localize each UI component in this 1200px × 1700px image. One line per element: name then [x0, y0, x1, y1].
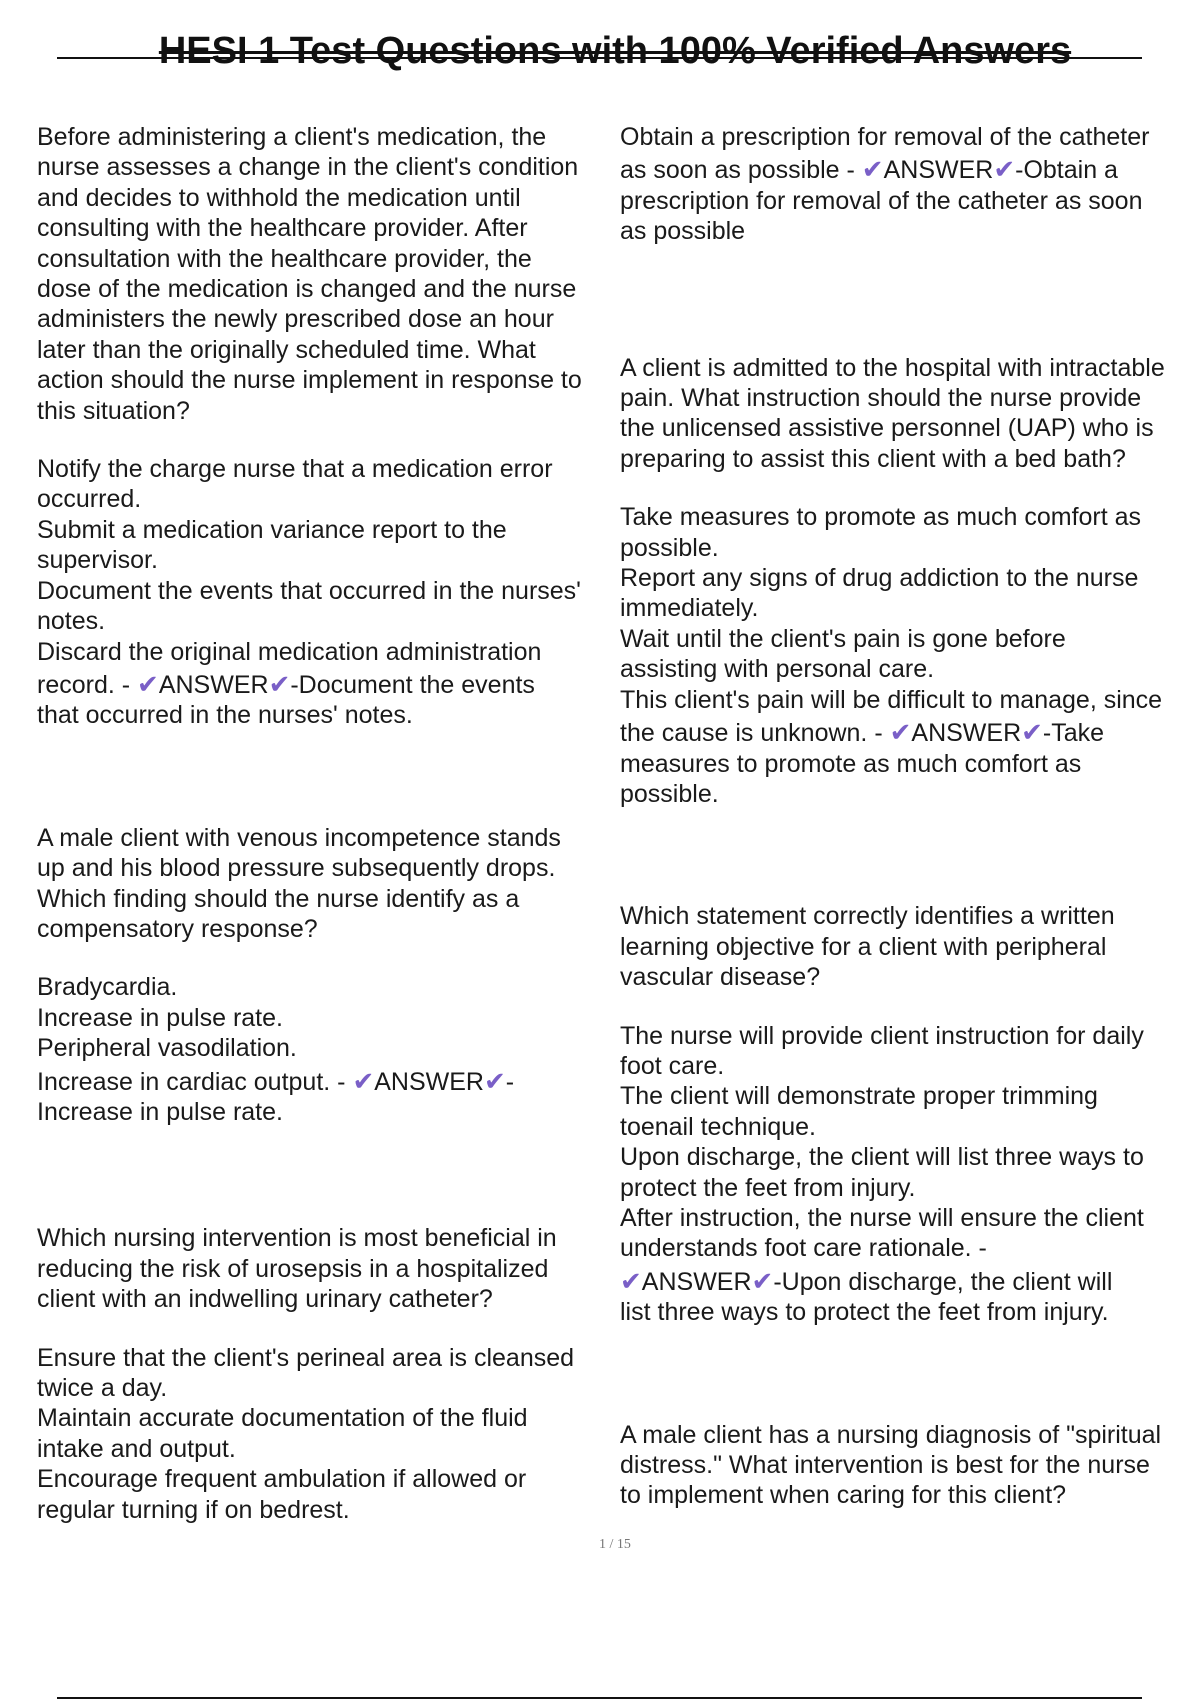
question-continuation: Obtain a prescription for removal of the catheter as soon as possible - ✔ANSWER✔-Obtain a prescription for removal of the catheter as soon as possible [620, 122, 1200, 247]
page-title: HESI 1 Test Questions with 100% Verified Answers [158, 30, 1072, 72]
question-text: A male client has a nursing diagnosis of "spiritual distress." What intervention is best for the nurse to implement when caring for this client? [620, 1420, 1162, 1510]
answer-line: as soon as possible - ✔ANSWER✔-Obtain a [620, 154, 1118, 185]
right-column [620, 122, 1200, 1511]
question-text: A male client with venous incompetence stands up and his blood pressure subsequently drops. Which finding should the nurse identify as a compensatory response? [37, 823, 561, 943]
check-icon: ✔ [352, 1065, 375, 1096]
check-icon: ✔ [993, 154, 1016, 185]
question-block-4 [620, 353, 1200, 810]
question-block-6 [620, 1420, 1200, 1511]
check-icon: ✔ [751, 1265, 774, 1296]
answer-options: The nurse will provide client instruction for daily foot care. The client will demonstrate proper trimming toenail technique. Upon discharge, the client will list three ways to protect the feet from injury. After instruction, the nurse will ensure the client understands foot care rationale. - ✔ANSWER✔-Upon discharge, the client will list three ways to protect the feet from injury. [620, 1021, 1200, 1328]
check-icon: ✔ [889, 717, 912, 748]
check-icon: ✔ [268, 668, 291, 699]
check-icon: ✔ [620, 1265, 642, 1296]
question-text: Before administering a client's medication, the nurse assesses a change in the client's condition and decides to withhold the medication until consulting with the healthcare provider. After consultation with the healthcare provider, the dose of the medication is changed and the nurse administers the newly prescribed dose an hour later than the originally scheduled time. What action should the nurse implement in response to this situation? [37, 123, 582, 425]
page-number: 1 / 15 [599, 1537, 631, 1552]
check-icon: ✔ [861, 154, 884, 185]
check-icon: ✔ [483, 1065, 506, 1096]
check-icon: ✔ [137, 668, 159, 699]
answer-line: Increase in cardiac output. - ✔ANSWER✔- [37, 1065, 515, 1096]
answer-line: ✔ANSWER✔-Upon discharge, the client will [620, 1265, 1113, 1296]
left-column [37, 122, 607, 1525]
answer-options: Ensure that the client's perineal area is cleansed twice a day. Maintain accurate documentation of the fluid intake and output. Encourage frequent ambulation if allowed or regular turning if on bedrest. [37, 1343, 575, 1524]
question-block-1 [37, 122, 607, 731]
question-block-3 [37, 1223, 607, 1525]
question-text: Which nursing intervention is most beneficial in reducing the risk of urosepsis in a hospitalized client with an indwelling urinary catheter? [37, 1224, 557, 1314]
bottom-rule [57, 1697, 1142, 1699]
question-text: Which statement correctly identifies a written learning objective for a client with peripheral vascular disease? [620, 902, 1115, 992]
check-icon: ✔ [1021, 717, 1043, 748]
question-text: A client is admitted to the hospital with intractable pain. What instruction should the nurse provide the unlicensed assistive personnel (UAP) who is preparing to assist this client with a bed bath? [620, 353, 1165, 473]
answer-options: Notify the charge nurse that a medication error occurred. Submit a medication variance report to the supervisor. Document the events that occurred in the nurses' notes. Discard the original medication administration record. - ✔ANSWER✔-Document the events that occurred in the nurses' notes. [37, 454, 607, 731]
answer-options: Take measures to promote as much comfort as possible. Report any signs of drug addiction to the nurse immediately. Wait until the client's pain is gone before assisting with personal care. This client's pain will be difficult to manage, since the cause is unknown. - ✔ANSWER✔-Take measures to promote as much comfort as possible. [620, 502, 1200, 809]
answer-options: Bradycardia. Increase in pulse rate. Peripheral vasodilation. Increase in cardiac output. - ✔ANSWER✔- Increase in pulse rate. [37, 972, 607, 1127]
answer-line: record. - ✔ANSWER✔-Document the events [37, 668, 535, 699]
answer-line: the cause is unknown. - ✔ANSWER✔-Take [620, 717, 1105, 748]
question-block-5 [620, 901, 1200, 1327]
question-block-2 [37, 823, 607, 1128]
